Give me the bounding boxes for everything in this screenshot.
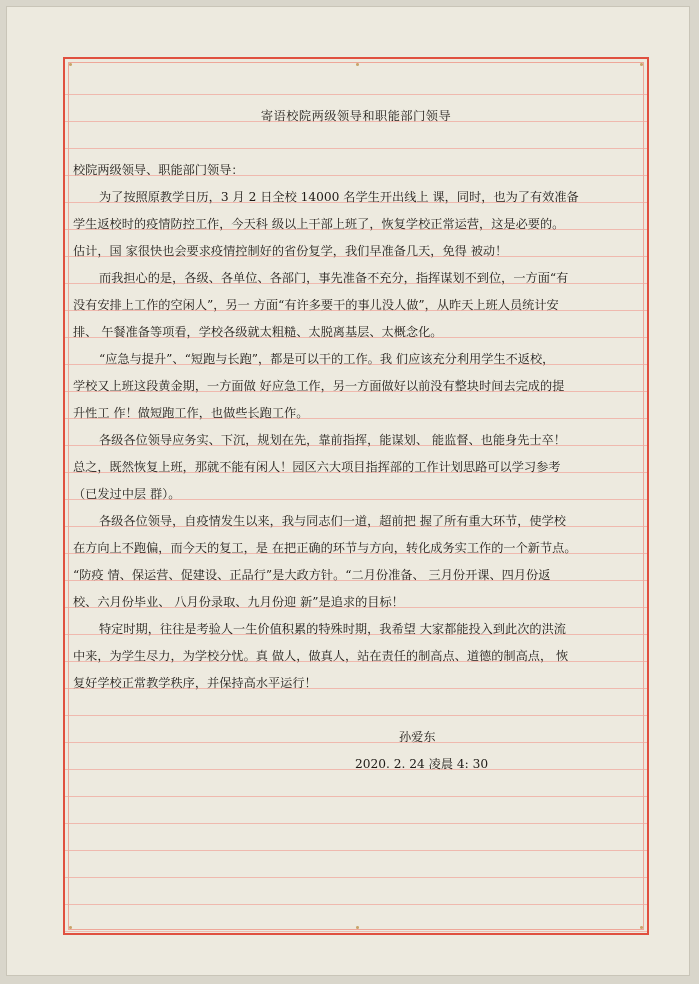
paragraph-line: 没有安排上工作的空闲人”，另一 方面“有许多要干的事儿没人做”，从昨天上班人员统计安 — [73, 298, 559, 312]
letter-frame — [63, 57, 649, 935]
corner-ornament — [640, 63, 643, 66]
paragraph-line: 升性工 作！做短跑工作，也做些长跑工作。 — [73, 406, 309, 420]
paragraph-line: “防疫 情、保运营、促建设、正品行”是大政方针。“二月份准备、 三月份开课、四月份返 — [73, 568, 551, 582]
document-page — [6, 6, 690, 976]
corner-ornament — [69, 926, 72, 929]
paragraph-line: 中来，为学生尽力，为学校分忧。真 做人，做真人，站在责任的制高点、道德的制高点， 恢 — [73, 649, 569, 663]
paragraph-line: 各级各位领导应务实、下沉，规划在先，靠前指挥，能谋划、 能监督、也能身先士卒！ — [99, 433, 566, 447]
paragraph-line: “应急与提升”、“短跑与长跑”，都是可以干的工作。我 们应该充分利用学生不返校， — [99, 352, 555, 366]
letter-greeting: 校院两级领导、职能部门领导： — [73, 163, 244, 177]
paragraph-line: 学生返校时的疫情防控工作，今天科 级以上干部上班了，恢复学校正常运营，这是必要的。 — [73, 217, 565, 231]
paragraph-line: 校、六月份毕业、 八月份录取、九月份迎 新”是追求的目标！ — [73, 595, 404, 609]
top-ornament — [356, 63, 359, 66]
paragraph-line: （已发过中层 群）。 — [73, 487, 181, 501]
paragraph-line: 为了按照原教学日历，3 月 2 日全校 14000 名学生开出线上 课，同时，也为了有效准备 — [99, 190, 579, 204]
letter-body — [73, 103, 639, 778]
paragraph-line: 在方向上不跑偏，而今天的复工，是 在把正确的环节与方向，转化成务实工作的一个新节点。 — [73, 541, 577, 555]
letter-title: 寄语校院两级领导和职能部门领导 — [260, 109, 452, 123]
spacer — [73, 697, 639, 724]
paragraph-line: 总之，既然恢复上班，那就不能有闲人！园区六大项目指挥部的工作计划思路可以学习参考 — [73, 460, 561, 474]
corner-ornament — [640, 926, 643, 929]
paragraph-line: 估计，国 家很快也会要求疫情控制好的省份复学，我们早准备几天，免得 被动！ — [73, 244, 508, 258]
corner-ornament — [69, 63, 72, 66]
spacer — [73, 130, 639, 157]
bottom-ornament — [356, 926, 359, 929]
paragraph-line: 特定时期，往往是考验人一生价值积累的特殊时期，我希望 大家都能投入到此次的洪流 — [99, 622, 566, 636]
paragraph-line: 而我担心的是，各级、各单位、各部门，事先准备不充分，指挥谋划不到位，一方面“有 — [99, 271, 569, 285]
paragraph-line: 各级各位领导，自疫情发生以来，我与同志们一道，超前把 握了所有重大环节，使学校 — [99, 514, 566, 528]
paragraph-line: 学校又上班这段黄金期，一方面做 好应急工作，另一方面做好以前没有整块时间去完成的提 — [73, 379, 565, 393]
signature-name: 孙爱东 — [399, 730, 436, 744]
paragraph-line: 复好学校正常教学秩序，并保持高水平运行！ — [73, 676, 317, 690]
paragraph-line: 排、 午餐准备等项看，学校各级就太粗糙、太脱离基层、太概念化。 — [73, 325, 443, 339]
signature-date: 2020. 2. 24 凌晨 4: 30 — [355, 757, 489, 771]
